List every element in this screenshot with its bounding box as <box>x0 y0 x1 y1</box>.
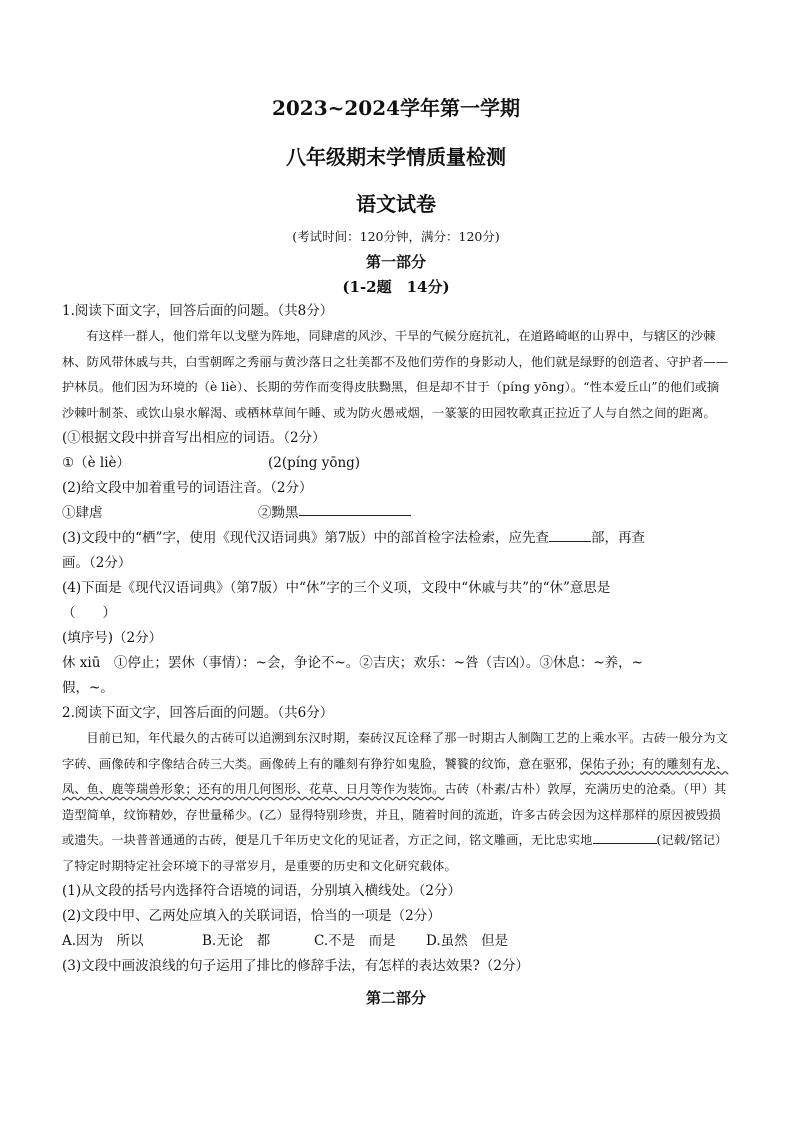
exam-page <box>62 92 730 1008</box>
answer-blank[interactable] <box>593 829 657 844</box>
q2-option-d[interactable]: D.虽然 但是 <box>426 933 509 949</box>
q1-sub3-a: (3)文段中的“栖”字，使用《现代汉语词典》第7版）中的部首检字法检索，应先查 <box>62 530 550 546</box>
q2-passage-b: 古砖（朴素/古朴）敦厚，充满历史的沧桑。（甲）其造型简单，纹饰精妙，存世量稀少。(乙）显得特别珍贵，并且，随着时间的流逝，许多古砖会因为这样那样的原因被毁损或遗失。一块普普通通的古砖，便是几千年历史文化的见证者，方正之间，铭文雕画，无比忠实地 <box>62 782 727 847</box>
part2-heading: 第二部分 <box>365 989 426 1007</box>
q2-sub1: (1)从文段的括号内选择符合语境的词语，分别填入横线处。（2分） <box>62 883 461 899</box>
answer-blank[interactable] <box>549 527 591 542</box>
q1-sub4-note: (填序号)（2分） <box>62 630 163 646</box>
q1-sub4: (4)下面是《现代汉语词典》（第7版）中“休”字的三个义项，文段中“休戚与共”的“休”意思是 <box>62 580 611 596</box>
q1-sub1: (①根据文段中拼音写出相应的词语。（2分） <box>62 430 326 446</box>
q2-option-b[interactable]: B.无论 都 <box>202 933 271 949</box>
title-subject: 语文试卷 <box>356 192 436 216</box>
part1-subheading: (1-2题 14分) <box>342 278 450 296</box>
part1-heading: 第一部分 <box>365 253 426 271</box>
q2-option-a[interactable]: A.因为 所以 <box>62 933 144 949</box>
q1-sub2-b: ②黝黑 <box>258 505 299 521</box>
title-year: 2023~2024学年第一学期 <box>271 96 521 120</box>
q1-stem: 1.阅读下面文字，回答后面的问题。（共8分） <box>62 303 334 319</box>
q2-options <box>62 929 730 954</box>
q2-passage-wavy: 保佑子孙；有的雕刻有龙、凤、鱼、鹿等瑞兽形象；还有的用几何图形、花草、日月等作为装饰。 <box>62 756 729 796</box>
q1-sub1-a: ①（è liè） <box>62 455 131 471</box>
q2-passage <box>62 726 730 879</box>
q2-sub3: (3)文段中画波浪线的句子运用了排比的修辞手法，有怎样的表达效果?（2分） <box>62 958 529 974</box>
q2-option-c[interactable]: C.不是 而是 <box>314 933 396 949</box>
q2-sub2: (2)文段中甲、乙两处应填入的关联词语，恰当的一项是（2分） <box>62 908 441 924</box>
q1-sub4-def1: 休 xiū ①停止；罢休（事情）：~会，争论不~。②吉庆；欢乐：~咎（吉凶）。③休息：~养，~ <box>62 655 643 671</box>
q2-stem: 2.阅读下面文字，回答后面的问题。（共6分） <box>62 705 334 721</box>
q1-sub3 <box>62 526 730 551</box>
q1-sub1-answers <box>62 451 730 476</box>
q1-sub4-def2: 假，~。 <box>62 680 114 696</box>
q1-sub2-answers <box>62 501 730 526</box>
answer-blank[interactable] <box>299 501 411 516</box>
exam-info: (考试时间：120分钟，满分：120分) <box>292 229 500 244</box>
q2-passage-a: 目前已知，年代最久的古砖可以追溯到东汉时期，秦砖汉瓦诠释了那一时期古人制陶工艺的上乘水平。古砖一般分为文字砖、画像砖和字像结合砖三大类。画像砖上有的雕刻有狰狞如鬼脸，饕餮的纹饰，意在驱邪， <box>62 731 728 771</box>
q1-sub2-a: ①肆虐 <box>62 505 103 521</box>
q1-sub3-b: 部，再查 <box>591 530 646 546</box>
q1-sub3-c: 画。（2分） <box>62 555 132 571</box>
title-exam: 八年级期末学情质量检测 <box>286 145 506 169</box>
q2-passage-c: (记载/铭记）了特定时期特定社会环境下的寻常岁月，是重要的历史和文化研究载体。 <box>62 833 728 873</box>
q1-sub4-paren: （ ） <box>62 605 116 621</box>
q1-sub2: (2)给文段中加着重号的词语注音。（2分） <box>62 480 313 496</box>
q1-passage: 有这样一群人，他们常年以戈壁为阵地，同肆虐的风沙、干旱的气候分庭抗礼，在道路崎岖的山界中，与辖区的沙棘林、防风带休戚与共，白雪朝晖之秀丽与黄沙落日之壮美都不及他们劳作的身影动人，他们就是绿野的创造者、守护者——护林员。他们因为环境的（è liè）、长期的劳作而变得皮肤黝黑，但是却不甘于（píng yōng）。“性本爱丘山”的他们或摘沙棘叶制茶、或饮山泉水解渴、或栖林草间午睡、或为防火愚戒烟，一篆篆的田园牧歌真正拉近了人与自然之间的距离。 <box>62 329 729 420</box>
q1-sub1-b: (2(píng yōng) <box>268 455 361 471</box>
